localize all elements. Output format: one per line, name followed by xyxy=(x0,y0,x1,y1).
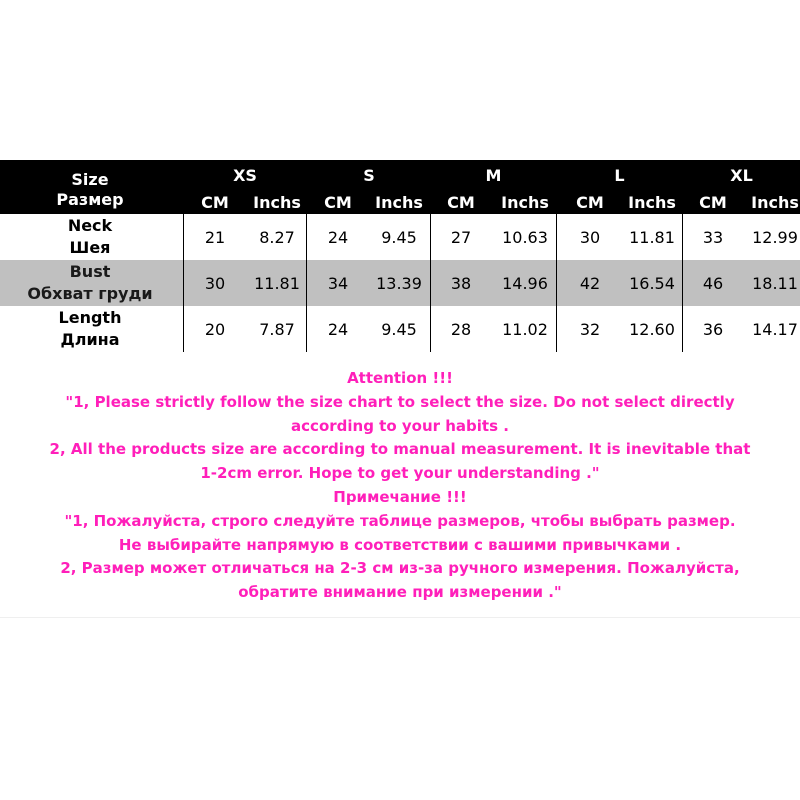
s-inch-header: Inchs xyxy=(375,192,423,212)
row-label-en: Neck xyxy=(67,216,113,235)
bust-l-inch: 16.54 xyxy=(629,273,675,293)
row-label-length xyxy=(0,306,180,352)
length-xl-cm: 36 xyxy=(702,319,724,339)
neck-s-inch: 9.45 xyxy=(381,227,417,247)
notes-line: 2, Размер может отличаться на 2-3 см из-за ручного измерения. Пожалуйста, xyxy=(60,559,740,578)
notes-line: 2, All the products size are according to manual measurement. It is inevitable that xyxy=(49,440,751,459)
bust-xl-cm: 46 xyxy=(702,273,724,293)
s-cm-header: CM xyxy=(324,192,352,212)
header-row-sizes xyxy=(0,160,800,190)
neck-l-inch: 11.81 xyxy=(629,227,675,247)
size-l-header: L xyxy=(614,165,625,185)
notes-line: according to your habits . xyxy=(291,416,509,435)
bust-l-cm: 42 xyxy=(579,273,601,293)
length-m-cm: 28 xyxy=(450,319,472,339)
size-header-label-ru: Размер xyxy=(56,190,124,209)
size-xl-header: XL xyxy=(730,165,753,185)
column-divider xyxy=(306,214,307,352)
length-l-inch: 12.60 xyxy=(629,319,675,339)
xl-cm-header: CM xyxy=(699,192,727,212)
l-cm-header: CM xyxy=(576,192,604,212)
neck-xl-inch: 12.99 xyxy=(752,227,798,247)
bust-m-inch: 14.96 xyxy=(502,273,548,293)
length-xs-cm: 20 xyxy=(204,319,226,339)
neck-m-cm: 27 xyxy=(450,227,472,247)
table-row-bust xyxy=(0,260,800,306)
length-m-inch: 11.02 xyxy=(502,319,548,339)
length-xl-inch: 14.17 xyxy=(752,319,798,339)
size-m-header: M xyxy=(485,165,502,185)
neck-xs-cm: 21 xyxy=(204,227,226,247)
notes-line: Attention !!! xyxy=(347,369,453,387)
row-label-neck xyxy=(0,214,180,260)
neck-l-cm: 30 xyxy=(579,227,601,247)
divider xyxy=(0,617,800,618)
row-label-ru: Обхват груди xyxy=(27,284,153,303)
length-s-cm: 24 xyxy=(327,319,349,339)
neck-xl-cm: 33 xyxy=(702,227,724,247)
length-l-cm: 32 xyxy=(579,319,601,339)
bust-m-cm: 38 xyxy=(450,273,472,293)
m-inch-header: Inchs xyxy=(501,192,549,212)
size-xs-header: XS xyxy=(233,165,257,185)
notes-line: 1-2cm error. Hope to get your understanding ." xyxy=(200,464,600,483)
bust-s-inch: 13.39 xyxy=(376,273,422,293)
column-divider xyxy=(183,214,184,352)
notes-line: обратите внимание при измерении ." xyxy=(238,583,562,602)
row-label-ru: Длина xyxy=(60,330,120,349)
bust-xs-cm: 30 xyxy=(204,273,226,293)
size-chart-table xyxy=(0,160,800,352)
length-s-inch: 9.45 xyxy=(381,319,417,339)
column-divider xyxy=(430,214,431,352)
l-inch-header: Inchs xyxy=(628,192,676,212)
header-row-units xyxy=(0,190,800,214)
neck-xs-inch: 8.27 xyxy=(259,227,295,247)
notes-line: Примечание !!! xyxy=(333,487,467,506)
row-label-en: Length xyxy=(58,308,122,327)
table-row-length xyxy=(0,306,800,352)
bust-s-cm: 34 xyxy=(327,273,349,293)
bust-xl-inch: 18.11 xyxy=(752,273,798,293)
m-cm-header: CM xyxy=(447,192,475,212)
row-label-ru: Шея xyxy=(69,238,111,257)
bust-xs-inch: 11.81 xyxy=(254,273,300,293)
neck-s-cm: 24 xyxy=(327,227,349,247)
row-label-bust xyxy=(0,260,180,306)
attention-notes xyxy=(0,367,800,605)
neck-m-inch: 10.63 xyxy=(502,227,548,247)
size-s-header: S xyxy=(363,165,375,185)
row-label-en: Bust xyxy=(69,262,111,281)
xl-inch-header: Inchs xyxy=(751,192,799,212)
column-divider xyxy=(682,214,683,352)
size-header-label: Size xyxy=(71,170,109,189)
xs-cm-header: CM xyxy=(201,192,229,212)
length-xs-inch: 7.87 xyxy=(259,319,295,339)
notes-line: Не выбирайте напрямую в соответствии с вашими привычками . xyxy=(118,535,682,554)
table-row-neck xyxy=(0,214,800,260)
notes-line: "1, Пожалуйста, строго следуйте таблице размеров, чтобы выбрать размер. xyxy=(64,511,736,530)
xs-inch-header: Inchs xyxy=(253,192,301,212)
notes-line: "1, Please strictly follow the size chart to select the size. Do not select directly xyxy=(65,392,735,411)
column-divider xyxy=(556,214,557,352)
